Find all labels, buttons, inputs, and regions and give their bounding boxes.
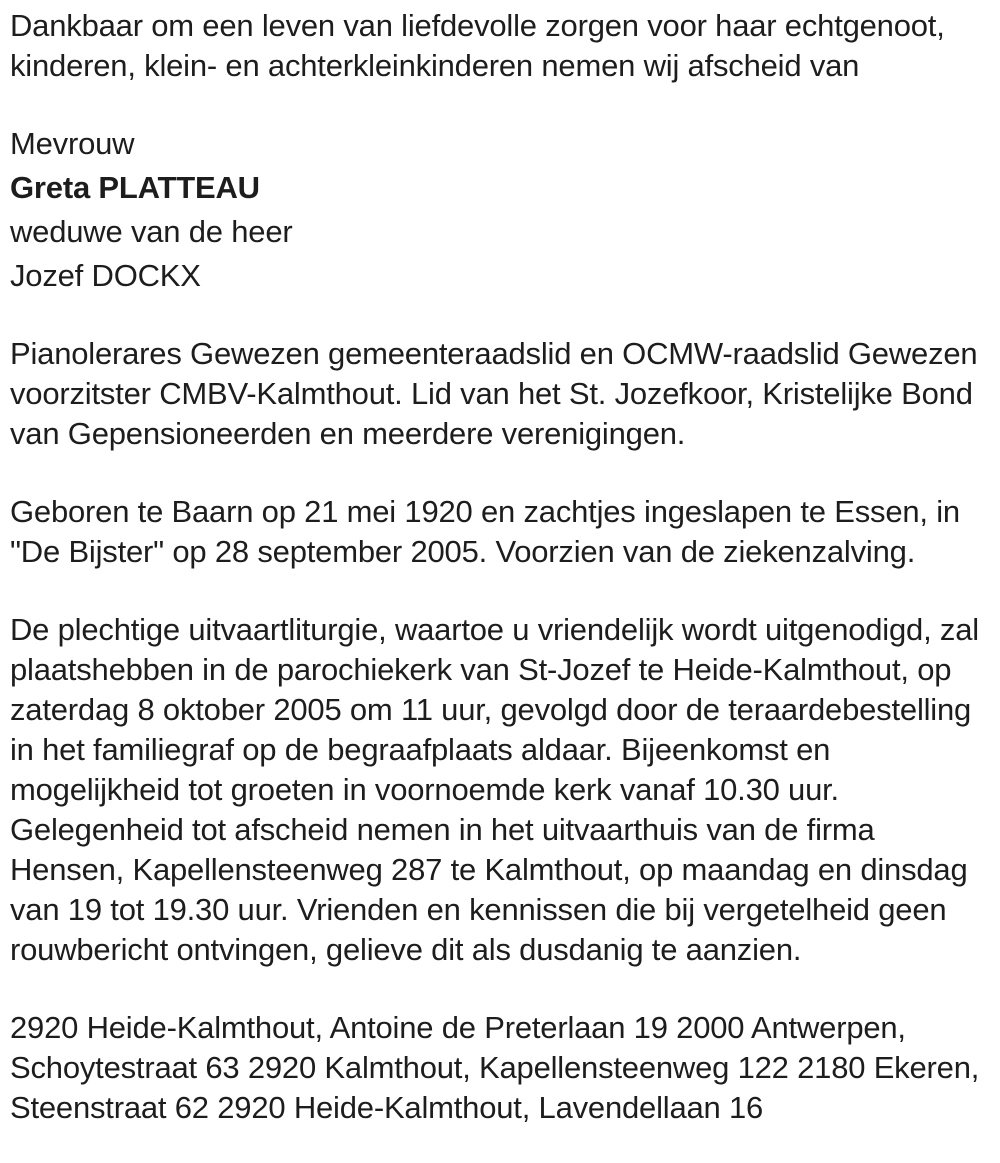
funeral-details-paragraph: De plechtige uitvaartliturgie, waartoe u vriendelijk wordt uitgenodigd, zal plaatshebben in de parochiekerk van St-Jozef te Heide-Kalmthout, op zaterdag 8 oktober 2005 om 11 uur, gevolgd door de teraardebestelling in het familiegraf op de begraafplaats aldaar. Bijeenkomst en mogelijkheid tot groeten in voornoemde kerk vanaf 10.30 uur. Gelegenheid tot afscheid nemen in het uitvaarthuis van de firma Hensen, Kapellensteenweg 287 te Kalmthout, op maandag en dinsdag van 19 tot 19.30 uur. Vrienden en kennissen die bij vergetelheid geen rouwbericht ontvingen, gelieve dit als dusdanig te aanzien. <box>10 612 979 967</box>
deceased-name: Greta PLATTEAU <box>10 170 260 205</box>
biography-paragraph: Pianolerares Gewezen gemeenteraadslid en OCMW-raadslid Gewezen voorzitster CMBV-Kalmthout. Lid van het St. Jozefkoor, Kristelijke Bond van Gepensioneerden en meerdere verenigingen. <box>10 336 978 451</box>
birth-death-paragraph: Geboren te Baarn op 21 mei 1920 en zachtjes ingeslapen te Essen, in "De Bijster" op 28 september 2005. Voorzien van de ziekenzalving. <box>10 494 960 569</box>
addresses-paragraph: 2920 Heide-Kalmthout, Antoine de Preterlaan 19 2000 Antwerpen, Schoytestraat 63 2920 Kalmthout, Kapellensteenweg 122 2180 Ekeren, Steenstraat 62 2920 Heide-Kalmthout, Lavendellaan 16 <box>10 1010 980 1125</box>
obituary-document <box>10 6 990 1128</box>
widow-designation-line: weduwe van de heer <box>10 214 293 249</box>
salutation-line: Mevrouw <box>10 126 135 161</box>
intro-paragraph: Dankbaar om een leven van liefdevolle zorgen voor haar echtgenoot, kinderen, klein- en achterkleinkinderen nemen wij afscheid van <box>10 8 945 83</box>
husband-name: Jozef DOCKX <box>10 258 201 293</box>
